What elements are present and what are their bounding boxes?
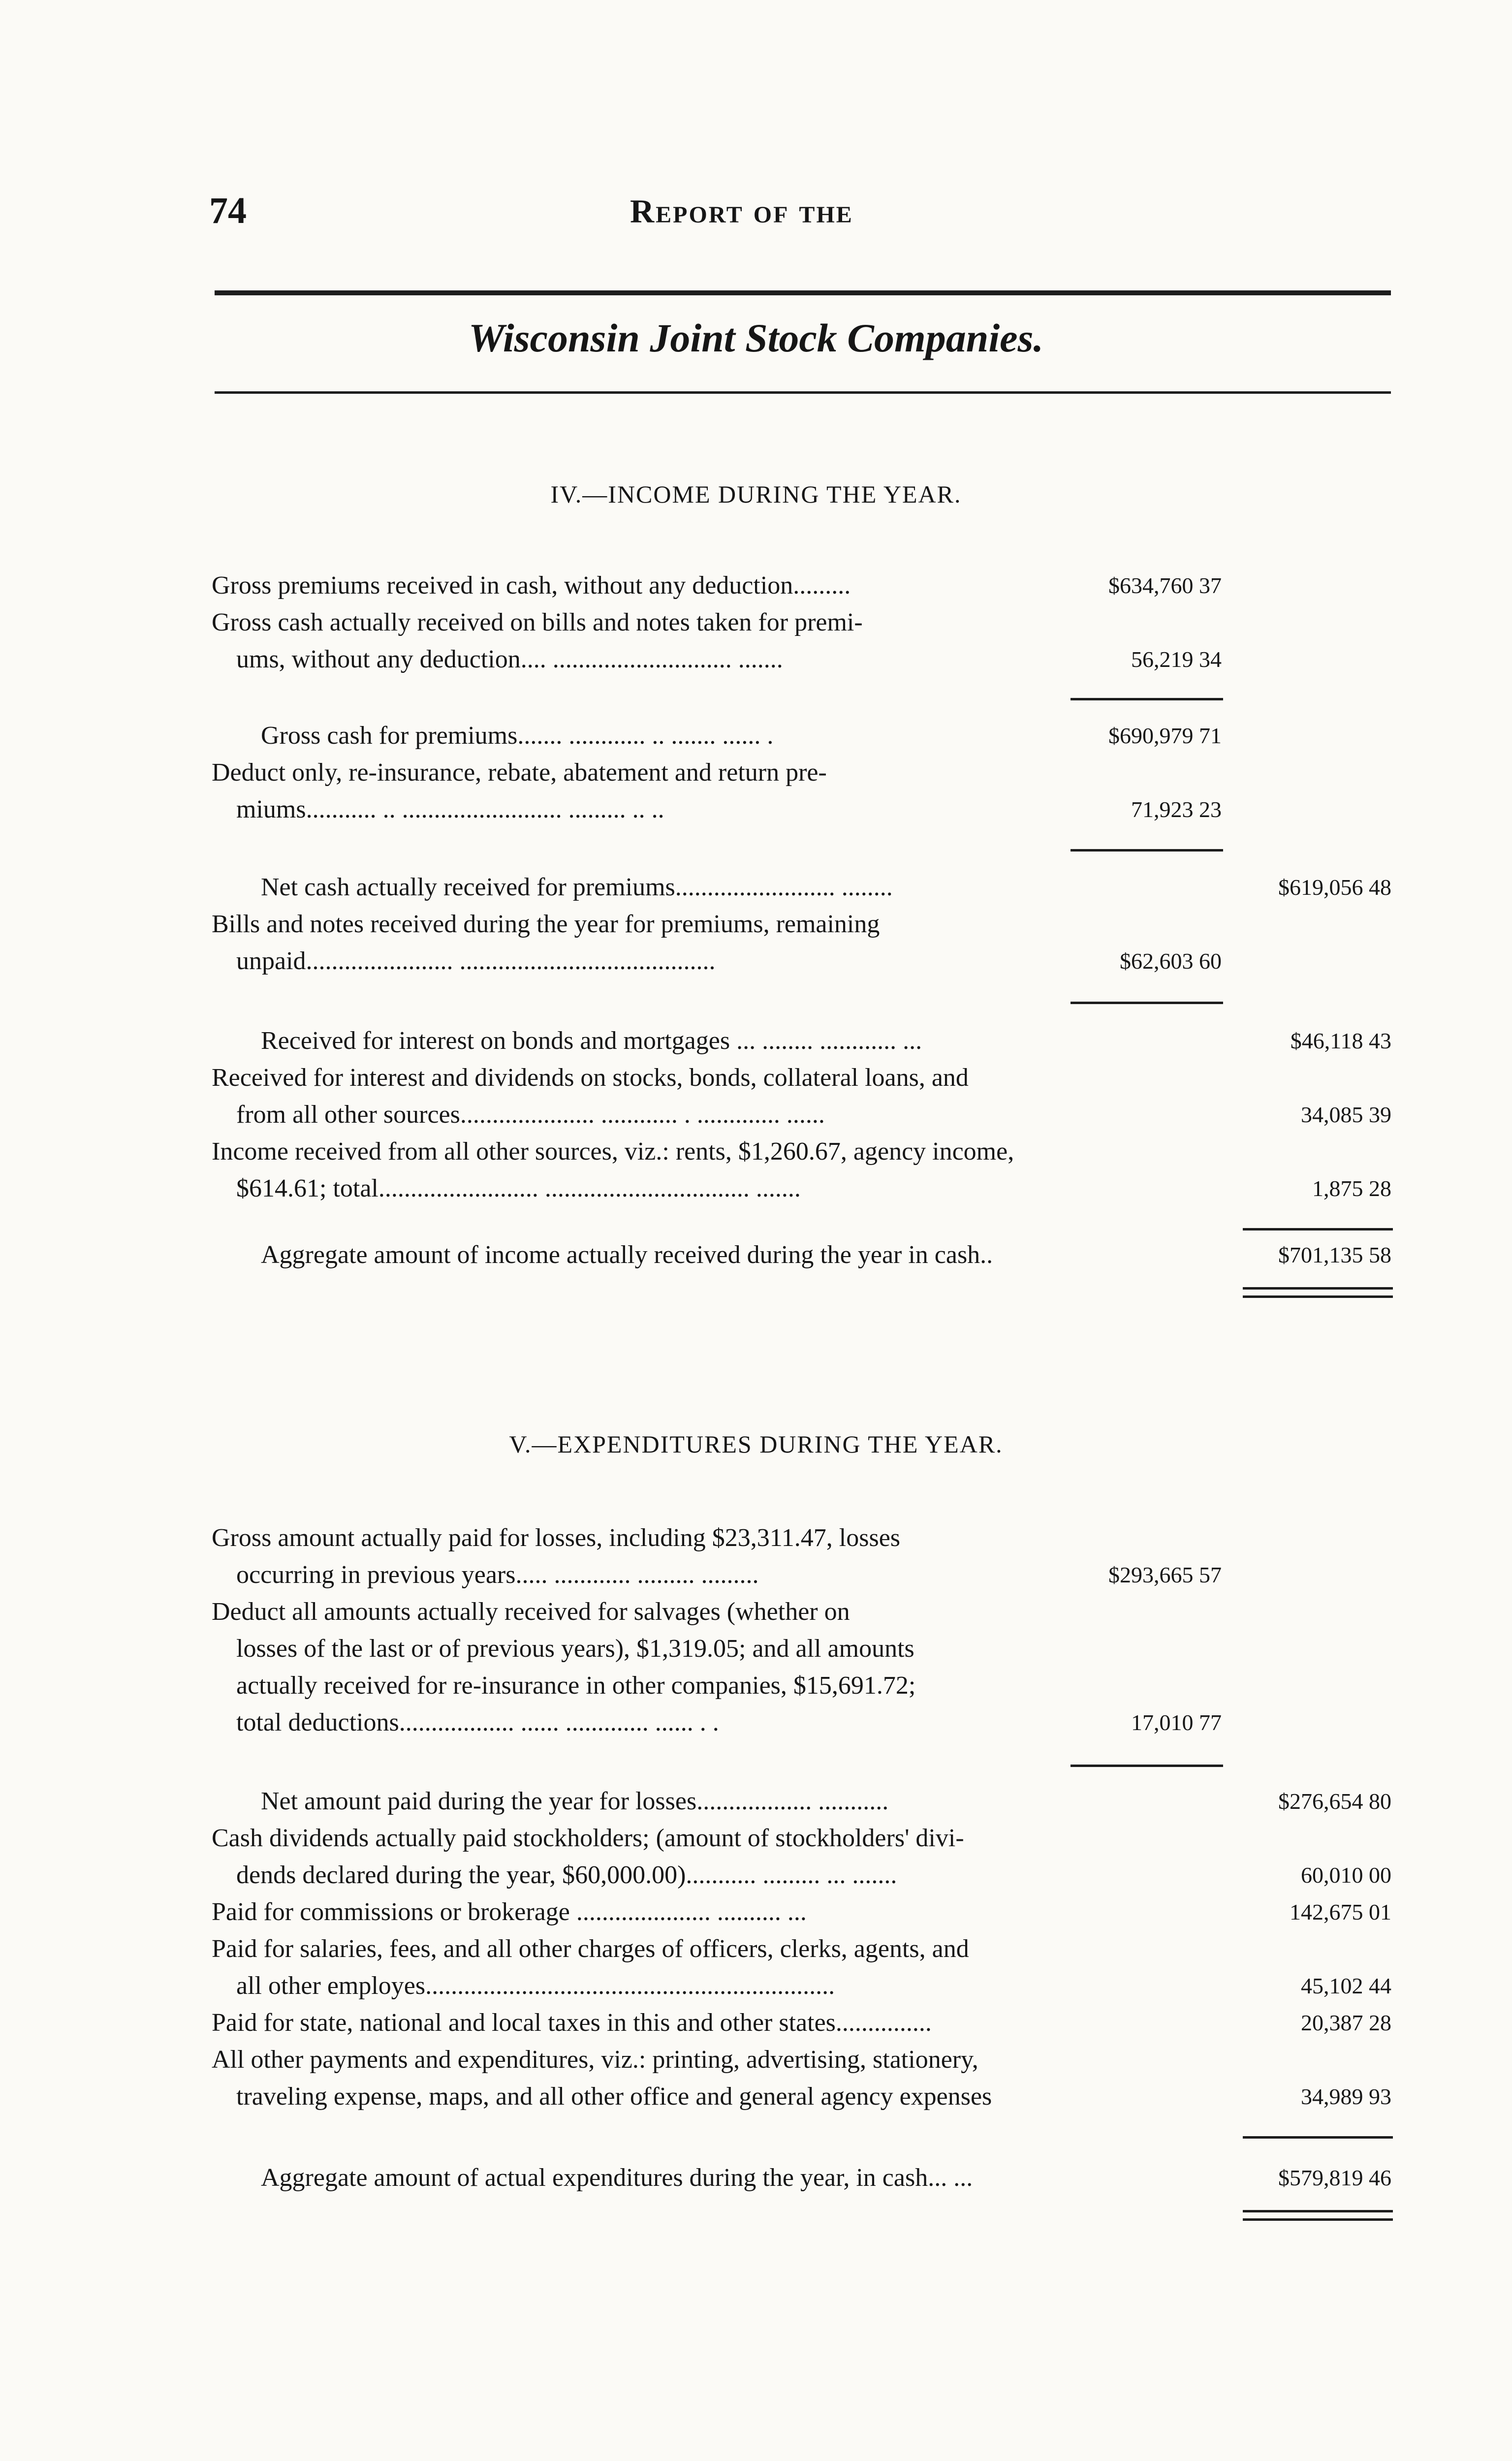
expenditure-line: losses of the last or of previous years), $1,319.05; and all amounts bbox=[236, 1635, 914, 1663]
expenditure-line: Net amount paid during the year for losses.................. ........... bbox=[261, 1787, 889, 1815]
expenditure-line: Gross amount actually paid for losses, including $23,311.47, losses bbox=[212, 1524, 901, 1552]
income-amount: $690,979 71 bbox=[1108, 723, 1222, 748]
income-amount: $62,603 60 bbox=[1120, 948, 1222, 974]
income-line: $614.61; total......................... ................................ ....... bbox=[236, 1174, 801, 1202]
income-amount: 71,923 23 bbox=[1131, 797, 1222, 822]
income-total-amount: $701,135 58 bbox=[1278, 1242, 1391, 1267]
income-line: unpaid....................... ........................................ bbox=[236, 947, 716, 975]
total-rule bbox=[1243, 2136, 1393, 2139]
expenditure-amount: 60,010 00 bbox=[1301, 1862, 1391, 1888]
expenditure-line: traveling expense, maps, and all other office and general agency expenses bbox=[236, 2082, 992, 2111]
income-line: Net cash actually received for premiums......................... ........ bbox=[261, 873, 893, 901]
expenditure-amount: $293,665 57 bbox=[1108, 1562, 1222, 1587]
running-title: Report of the bbox=[630, 192, 853, 230]
total-rule bbox=[1243, 1228, 1393, 1230]
expenditure-amount: 20,387 28 bbox=[1301, 2010, 1391, 2035]
expenditure-amount: 17,010 77 bbox=[1131, 1710, 1222, 1735]
expenditure-line: dends declared during the year, $60,000.00)........... ......... ... ....... bbox=[236, 1861, 897, 1889]
expenditure-amount: 34,989 93 bbox=[1301, 2084, 1391, 2109]
income-line: Gross cash for premiums....... ............ .. ....... ...... . bbox=[261, 722, 774, 750]
page-number: 74 bbox=[209, 190, 247, 231]
expenditure-line: Paid for commissions or brokerage ..................... .......... ... bbox=[212, 1898, 807, 1926]
subtotal-rule bbox=[1071, 849, 1223, 852]
income-line: miums........... .. ......................... ......... .. .. bbox=[236, 795, 664, 823]
header-rule-top bbox=[215, 290, 1391, 295]
expenditures-section-title: V.—EXPENDITURES DURING THE YEAR. bbox=[509, 1430, 1003, 1458]
income-line: Received for interest on bonds and mortgages ... ........ ............ ... bbox=[261, 1027, 922, 1055]
expenditure-line: Paid for state, national and local taxes in this and other states............... bbox=[212, 2009, 932, 2037]
income-total-line: Aggregate amount of income actually received during the year in cash.. bbox=[261, 1241, 993, 1269]
income-amount: 1,875 28 bbox=[1312, 1176, 1391, 1201]
income-line: Gross premiums received in cash, without any deduction......... bbox=[212, 571, 851, 599]
expenditure-line: occurring in previous years..... ............ ......... ......... bbox=[236, 1561, 759, 1589]
income-line: Income received from all other sources, viz.: rents, $1,260.67, agency income, bbox=[212, 1137, 1014, 1166]
expenditure-line: total deductions.................. ...... ............. ...... . . bbox=[236, 1708, 719, 1736]
expenditure-amount: 45,102 44 bbox=[1301, 1973, 1391, 1998]
income-line: Gross cash actually received on bills and notes taken for premi- bbox=[212, 608, 863, 636]
expenditures-total-amount: $579,819 46 bbox=[1278, 2165, 1391, 2190]
income-amount: $619,056 48 bbox=[1278, 875, 1391, 900]
income-amount: 34,085 39 bbox=[1301, 1102, 1391, 1127]
expenditure-amount: $276,654 80 bbox=[1278, 1789, 1391, 1814]
total-double-rule bbox=[1243, 1287, 1393, 1298]
income-line: ums, without any deduction.... ............................ ....... bbox=[236, 645, 783, 673]
income-line: from all other sources..................... ............ . ............. ...... bbox=[236, 1101, 825, 1129]
expenditure-line: Cash dividends actually paid stockholders; (amount of stockholders' divi- bbox=[212, 1824, 964, 1852]
page-subtitle: Wisconsin Joint Stock Companies. bbox=[469, 316, 1043, 360]
header-rule-bottom bbox=[215, 391, 1391, 394]
expenditure-line: Paid for salaries, fees, and all other charges of officers, clerks, agents, and bbox=[212, 1935, 969, 1963]
income-amount: $634,760 37 bbox=[1108, 573, 1222, 598]
income-line: Received for interest and dividends on stocks, bonds, collateral loans, and bbox=[212, 1064, 969, 1092]
subtotal-rule bbox=[1071, 698, 1223, 700]
expenditure-line: Deduct all amounts actually received for salvages (whether on bbox=[212, 1598, 850, 1626]
expenditures-total-line: Aggregate amount of actual expenditures during the year, in cash... ... bbox=[261, 2164, 973, 2192]
subtotal-rule bbox=[1071, 1002, 1223, 1004]
income-amount: $46,118 43 bbox=[1290, 1028, 1391, 1053]
expenditure-line: actually received for re-insurance in other companies, $15,691.72; bbox=[236, 1672, 916, 1700]
income-line: Deduct only, re-insurance, rebate, abatement and return pre- bbox=[212, 758, 827, 787]
expenditure-line: All other payments and expenditures, viz.: printing, advertising, stationery, bbox=[212, 2046, 978, 2074]
expenditure-line: all other employes................................................................ bbox=[236, 1972, 835, 2000]
income-section-title: IV.—INCOME DURING THE YEAR. bbox=[550, 480, 962, 508]
subtotal-rule bbox=[1071, 1765, 1223, 1767]
total-double-rule bbox=[1243, 2210, 1393, 2221]
income-amount: 56,219 34 bbox=[1131, 647, 1222, 672]
expenditure-amount: 142,675 01 bbox=[1290, 1899, 1391, 1925]
income-line: Bills and notes received during the year for premiums, remaining bbox=[212, 910, 880, 938]
